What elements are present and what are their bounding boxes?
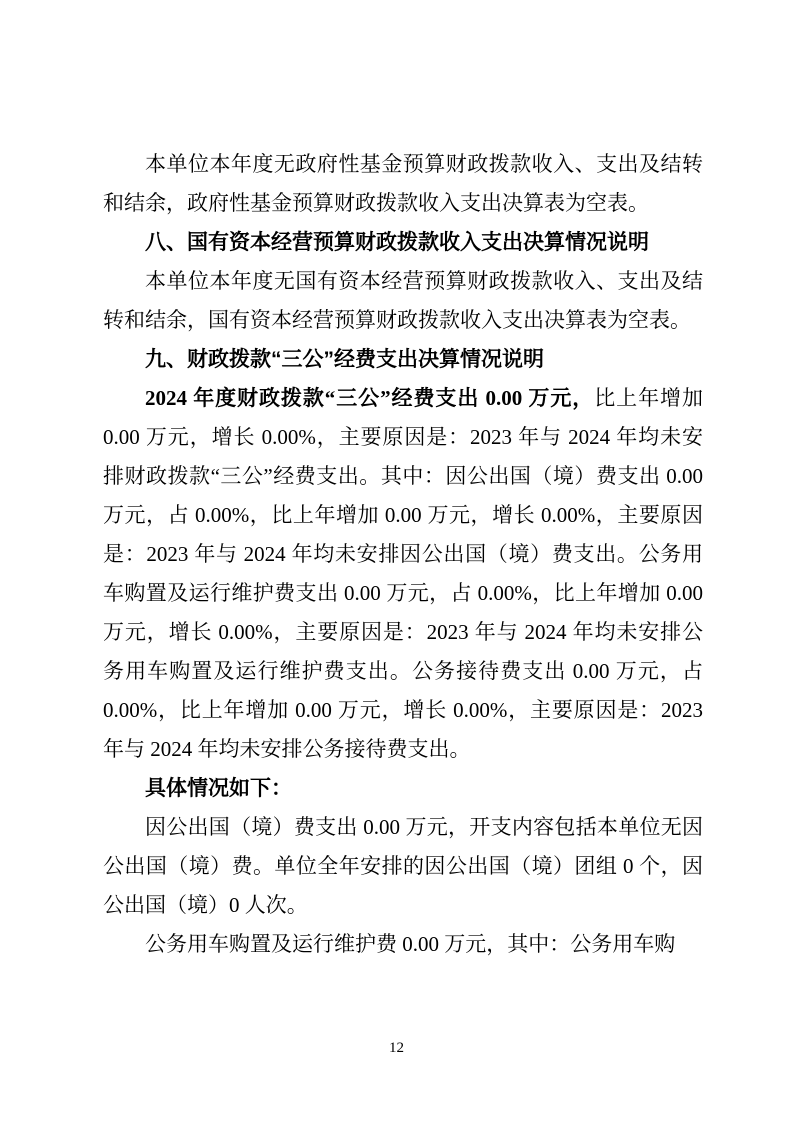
paragraph-official-vehicle-expense: 公务用车购置及运行维护费 0.00 万元，其中：公务用车购 <box>145 932 676 956</box>
paragraph-gov-fund-budget: 本单位本年度无政府性基金预算财政拨款收入、支出及结转和结余，政府性基金预算财政拨款收入支出决算表为空表。 <box>103 152 703 215</box>
document-body <box>103 145 703 964</box>
paragraph-three-public-funds <box>103 379 703 769</box>
three-public-funds-detail-text: 比上年增加 0.00 万元，增长 0.00%，主要原因是：2023 年与 2024 年均未安排财政拨款“三公”经费支出。其中：因公出国（境）费支出 0.00 万元，占 0.00%，比上年增加 0.00 万元，增长 0.00%，主要原因是：2023 年与 2024 年均未安排因公出国（境）费支出。公务用车购置及运行维护费支出 0.00 万元，占 0.00%，比上年增加 0.00 万元，增长 0.00%，主要原因是：2023 年与 2024 年均未安排公务用车购置及运行维护费支出。公务接待费支出 0.00 万元，占 0.00%，比上年增加 0.00 万元，增长 0.00%，主要原因是：2023 年与 2024 年均未安排公务接待费支出。 <box>103 386 703 761</box>
heading-section-9-three-public-funds: 九、财政拨款“三公”经费支出决算情况说明 <box>145 348 544 371</box>
page-number: 12 <box>389 1040 404 1056</box>
three-public-funds-bold-lead: 2024 年度财政拨款“三公”经费支出 0.00 万元， <box>145 386 595 410</box>
heading-section-8-state-capital: 八、国有资本经营预算财政拨款收入支出决算情况说明 <box>145 231 649 254</box>
paragraph-overseas-travel-expense: 因公出国（境）费支出 0.00 万元，开支内容包括本单位无因公出国（境）费。单位全年安排的因公出国（境）团组 0 个，因公出国（境）0 人次。 <box>103 815 703 917</box>
subheading-details-follow: 具体情况如下： <box>145 776 292 800</box>
paragraph-state-capital-budget: 本单位本年度无国有资本经营预算财政拨款收入、支出及结转和结余，国有资本经营预算财政拨款收入支出决算表为空表。 <box>103 269 703 332</box>
